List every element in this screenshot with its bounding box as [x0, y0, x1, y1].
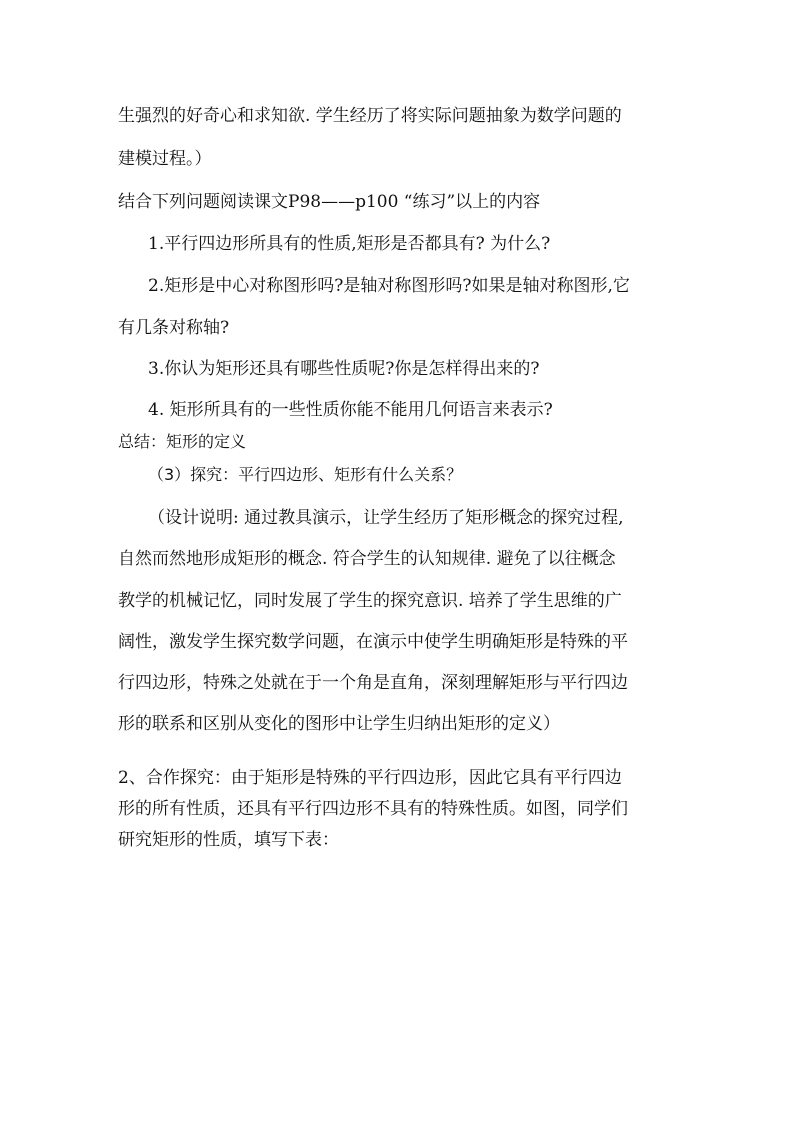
paragraph-line: 2、合作探究：由于矩形是特殊的平行四边形，因此它具有平行四边	[118, 768, 622, 788]
design-note-line: 自然而然地形成矩形的概念. 符合学生的认知规律. 避免了以往概念	[118, 549, 616, 569]
paragraph-line: 研究矩形的性质，填写下表：	[118, 830, 339, 850]
design-note-line: （设计说明: 通过教具演示，让学生经历了矩形概念的探究过程,	[148, 508, 624, 528]
question-item: 2.矩形是中心对称图形吗?是轴对称图形吗?如果是轴对称图形,它	[148, 276, 630, 296]
text-line: 生强烈的好奇心和求知欲. 学生经历了将实际问题抽象为数学问题的	[118, 106, 622, 126]
paragraph-line: 形的所有性质，还具有平行四边形不具有的特殊性质。如图，同学们	[118, 799, 628, 819]
question-item: 1.平行四边形所具有的性质,矩形是否都具有? 为什么?	[148, 234, 551, 254]
summary-heading: 总结：矩形的定义	[118, 432, 247, 451]
design-note-line: 阔性，激发学生探究数学问题，在演示中使学生明确矩形是特殊的平	[118, 632, 628, 652]
question-item: 3.你认为矩形还具有哪些性质呢?你是怎样得出来的?	[148, 359, 540, 379]
question-item: 4. 矩形所具有的一些性质你能不能用几何语言来表示?	[148, 400, 553, 420]
text-line: 结合下列问题阅读课文P98——p100 “练习”以上的内容	[118, 192, 541, 212]
design-note-line: 行四边形，特殊之处就在于一个角是直角，深刻理解矩形与平行四边	[118, 673, 628, 693]
section-heading: （3）探究：平行四边形、矩形有什么关系？	[148, 465, 463, 484]
text-line: 有几条对称轴?	[118, 318, 230, 338]
design-note-line: 教学的机械记忆，同时发展了学生的探究意识. 培养了学生思维的广	[118, 591, 622, 611]
design-note-line: 形的联系和区别从变化的图形中让学生归纳出矩形的定义）	[118, 714, 560, 734]
text-line: 建模过程。）	[118, 149, 212, 169]
